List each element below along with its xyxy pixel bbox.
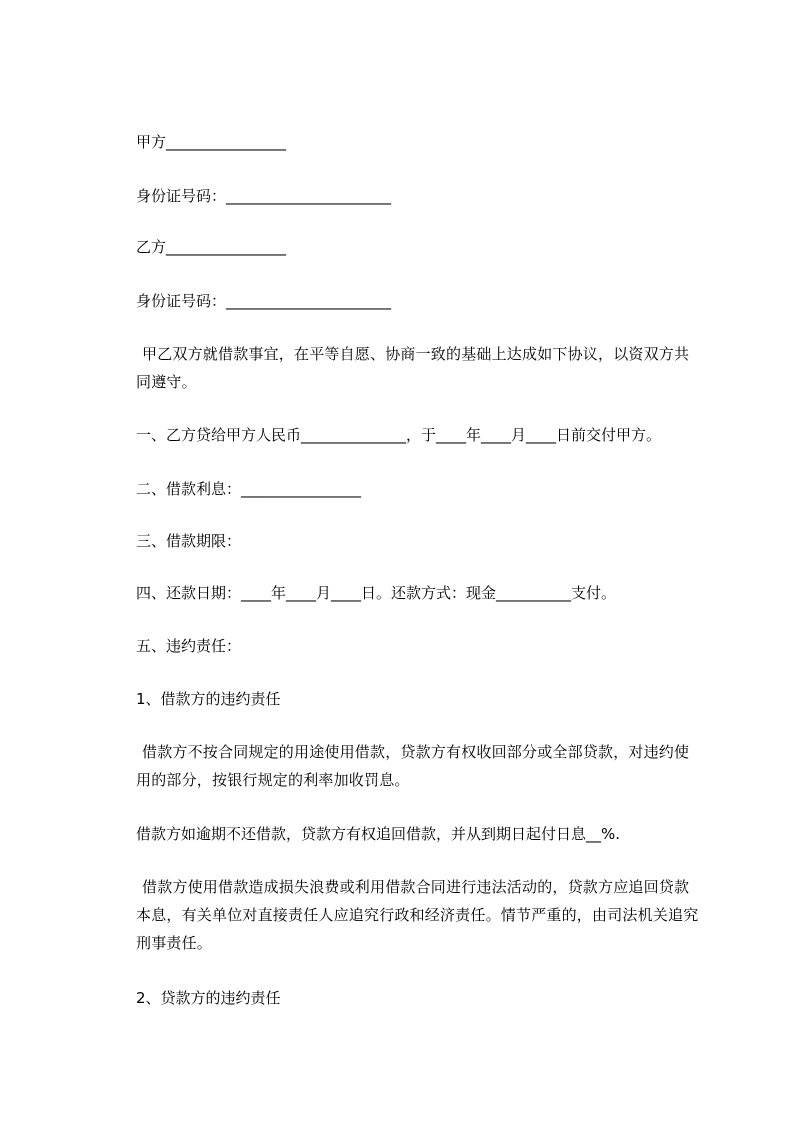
subsection-1-paragraph-2: 借款方如逾期不还借款，贷款方有权追回借款，并从到期日起付日息__%. xyxy=(136,825,621,843)
party-b-id-line: 身份证号码：______________________ xyxy=(136,292,392,310)
clause-2: 二、借款利息：________________ xyxy=(136,480,362,498)
subsection-1-paragraph-1-text: 借款方不按合同规定的用途使用借款，贷款方有权收回部分或全部贷款，对违约使用的部分，按银行规定的利率加收罚息。 xyxy=(136,743,690,789)
party-a-line: 甲方________________ xyxy=(136,133,287,151)
intro-paragraph xyxy=(136,340,702,396)
subsection-1-paragraph-3-text: 借款方使用借款造成损失浪费或利用借款合同进行违法活动的，贷款方应追回贷款本息，有关单位对直接责任人应追究行政和经济责任。情节严重的，由司法机关追究刑事责任。 xyxy=(136,878,699,952)
subsection-1-paragraph-1 xyxy=(136,738,702,794)
subsection-2-title: 2、贷款方的违约责任 xyxy=(136,989,281,1007)
clause-5: 五、违约责任： xyxy=(136,637,242,655)
subsection-1-title: 1、借款方的违约责任 xyxy=(136,690,281,708)
subsection-1-paragraph-3 xyxy=(136,873,702,957)
clause-4: 四、还款日期：____年____月____日。还款方式：现金__________支付。 xyxy=(136,584,617,602)
party-b-line: 乙方________________ xyxy=(136,238,287,256)
party-a-id-line: 身份证号码：______________________ xyxy=(136,187,392,205)
clause-1: 一、乙方贷给甲方人民币______________，于____年____月____日前交付甲方。 xyxy=(136,426,662,444)
clause-3: 三、借款期限： xyxy=(136,532,242,550)
intro-text: 甲乙双方就借款事宜，在平等自愿、协商一致的基础上达成如下协议，以资双方共同遵守。 xyxy=(136,345,690,391)
